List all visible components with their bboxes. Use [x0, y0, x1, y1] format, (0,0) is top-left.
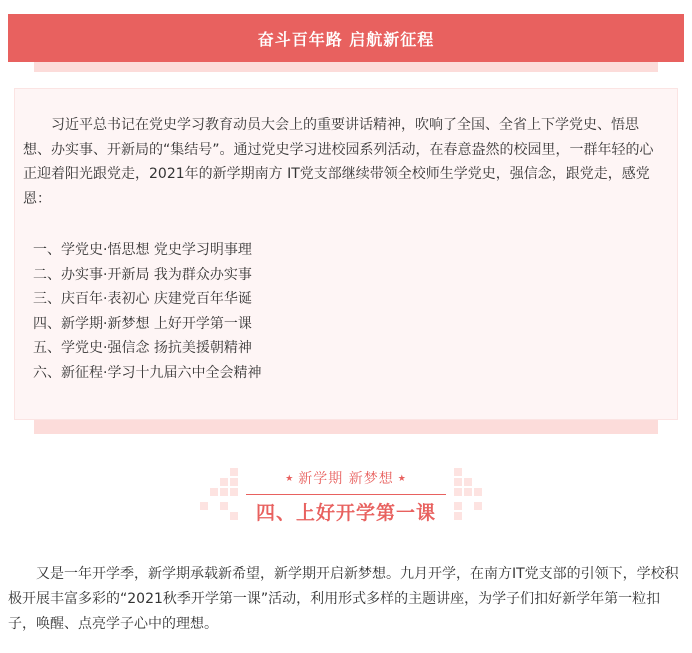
toc-item: 六、新征程·学习十九届六中全会精神: [33, 364, 262, 381]
toc-item: 五、学党史·强信念 扬抗美援朝精神: [33, 340, 252, 356]
star-icon: ★: [397, 474, 407, 484]
banner-decor-strip: [34, 62, 658, 72]
toc-item: 四、新学期·新梦想 上好开学第一课: [33, 315, 252, 332]
section-divider: [246, 494, 446, 495]
decor-grid-right: [454, 468, 504, 524]
toc-list: [33, 238, 261, 385]
section-subtitle: [246, 468, 446, 490]
toc-item: 三、庆百年·表初心 庆建党百年华诞: [33, 291, 252, 307]
toc-item: 一、学党史·悟思想 党史学习明事理: [33, 242, 252, 258]
intro-decor-strip: [34, 420, 658, 434]
intro-box: [14, 88, 678, 420]
star-icon: ★: [285, 474, 295, 484]
section-title: 四、上好开学第一课: [255, 502, 436, 524]
intro-paragraph: 习近平总书记在党史学习教育动员大会上的重要讲话精神，吹响了全国、全省上下学党史、悟思想、办实事、开新局的“集结号”。通过党史学习进校园系列活动，在春意盎然的校园里，一群年轻的心正迎着阳光跟党走，2021年的新学期南方 IT党支部继续带领全校师生学党史，强信念，跟党走，感党恩：: [23, 117, 654, 207]
banner-title: 奋斗百年路 启航新征程: [8, 14, 684, 62]
toc-item: 二、办实事·开新局 我为群众办实事: [33, 266, 252, 283]
section-subtitle-text: 新学期 新梦想: [298, 471, 394, 487]
body-paragraph: 又是一年开学季，新学期承载新希望，新学期开启新梦想。九月开学，在南方IT党支部的引领下，学校积极开展丰富多彩的“2021秋季开学第一课”活动，利用形式多样的主题讲座，为学子们扣好新学年第一粒扣子，唤醒、点亮学子心中的理想。: [8, 566, 679, 632]
